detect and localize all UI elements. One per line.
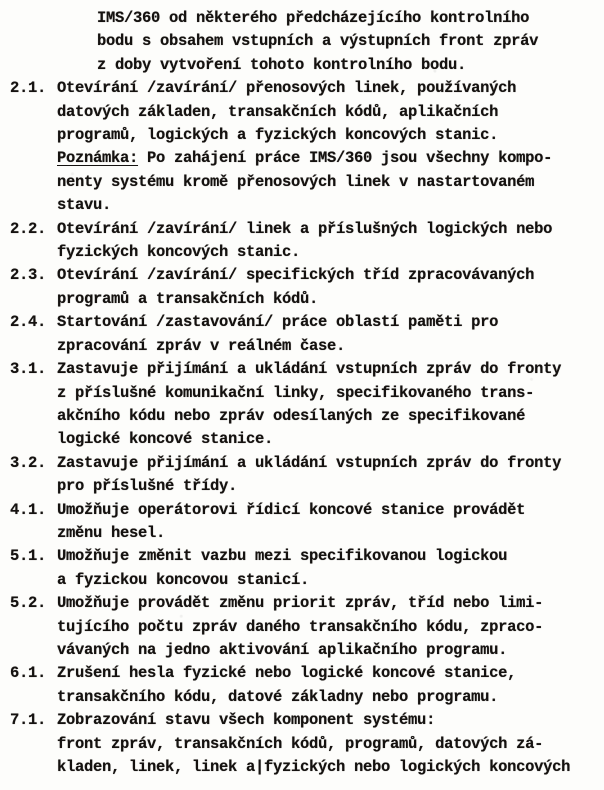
- text-line: kladen, linek, linek a|fyzických nebo logických koncových: [57, 758, 571, 776]
- note-line: [57, 147, 604, 170]
- item-body: [57, 311, 604, 358]
- text-line: front zpráv, transakčních kódů, programů, datových zá-: [57, 734, 544, 753]
- item-number: 2.2.: [10, 219, 47, 238]
- text-line: Umožňuje změnit vazbu mezi specifikovanou logickou: [57, 547, 508, 566]
- list-item-2-1: [0, 77, 604, 217]
- list-item-2-4: [0, 311, 604, 358]
- item-body: [57, 592, 604, 662]
- text-line: IMS/360 od některého předcházejícího kontrolního: [97, 9, 530, 27]
- text-line: fyzických koncových stanic.: [57, 243, 301, 262]
- text-line: Zobrazování stavu všech komponent systému:: [57, 711, 436, 730]
- text-line: a fyzickou koncovou stanicí.: [57, 570, 310, 589]
- text-line: Otevírání /zavírání/ přenosových linek, používaných: [57, 79, 517, 98]
- item-body: [57, 709, 604, 779]
- list-item-3-1: [0, 358, 604, 452]
- text-line: datových základen, transakčních kódů, aplikačních: [57, 102, 499, 121]
- text-line: stavu.: [57, 196, 112, 215]
- item-body: [57, 264, 604, 311]
- text-line: nenty systému kromě přenosových linek v nastartovaném: [57, 172, 535, 191]
- intro-paragraph: [97, 7, 604, 77]
- text-line: změnu hesel.: [57, 523, 166, 542]
- item-number: 3.2.: [10, 453, 47, 472]
- list-item-3-2: [0, 452, 604, 499]
- list-item-7-1: [0, 709, 604, 779]
- text-line: vávaných na jedno aktivování aplikačního programu.: [57, 640, 508, 659]
- text-line: akčního kódu nebo zpráv odesílaných ze specifikované: [57, 406, 526, 425]
- note-label: Poznámka:: [57, 149, 139, 168]
- item-number: 2.3.: [10, 266, 47, 285]
- text-line: z příslušné komunikační linky, specifikovaného trans-: [57, 383, 535, 402]
- item-body: [57, 77, 604, 217]
- text-line: Startování /zastavování/ práce oblastí paměti pro: [57, 313, 499, 332]
- item-body: [57, 452, 604, 499]
- text-line: programů a transakčních kódů.: [57, 289, 319, 308]
- text-line: Zrušení hesla fyzické nebo logické koncové stanice,: [57, 664, 517, 683]
- item-body: [57, 662, 604, 709]
- item-body: [57, 499, 604, 546]
- item-number: 2.1.: [10, 79, 47, 98]
- list-item-5-2: [0, 592, 604, 662]
- item-body: [57, 358, 604, 452]
- item-number: 2.4.: [10, 313, 47, 332]
- text-line: Zastavuje přijímání a ukládání vstupních zpráv do fronty: [57, 360, 562, 379]
- list-item-5-1: [0, 545, 604, 592]
- text-line: Otevírání /zavírání/ linek a příslušných logických nebo: [57, 219, 553, 238]
- text-line: zpracování zpráv v reálném čase.: [57, 336, 346, 355]
- list-item-4-1: [0, 499, 604, 546]
- list-item-6-1: [0, 662, 604, 709]
- item-number: 7.1.: [10, 711, 47, 730]
- item-number: 5.1.: [10, 547, 47, 566]
- text-line: pro příslušné třídy.: [57, 477, 238, 496]
- item-number: 4.1.: [10, 500, 47, 519]
- list-item-2-3: [0, 264, 604, 311]
- item-body: [57, 545, 604, 592]
- text-line: programů, logických a fyzických koncových stanic.: [57, 126, 499, 145]
- note-text: Po zahájení práce IMS/360 jsou všechny kompo-: [138, 149, 553, 168]
- list-item-2-2: [0, 218, 604, 265]
- item-number: 6.1.: [10, 664, 47, 683]
- text-line: logické koncové stanice.: [57, 430, 274, 449]
- text-line: Otevírání /zavírání/ specifických tříd zpracovávaných: [57, 266, 535, 285]
- item-number: 5.2.: [10, 594, 47, 613]
- text-line: Umožňuje provádět změnu priorit zpráv, tříd nebo limi-: [57, 594, 544, 613]
- item-body: [57, 218, 604, 265]
- text-line: tujícího počtu zpráv daného transakčního kódu, zpraco-: [57, 617, 544, 636]
- text-line: Umožňuje operátorovi řídicí koncové stanice provádět: [57, 500, 526, 519]
- text-line: Zastavuje přijímání a ukládání vstupních zpráv do fronty: [57, 453, 562, 472]
- item-number: 3.1.: [10, 360, 47, 379]
- text-line: z doby vytvoření tohoto kontrolního bodu.: [97, 55, 467, 74]
- text-line: transakčního kódu, datové základny nebo programu.: [57, 687, 499, 706]
- text-line: bodu s obsahem vstupních a výstupních front zpráv: [97, 32, 539, 51]
